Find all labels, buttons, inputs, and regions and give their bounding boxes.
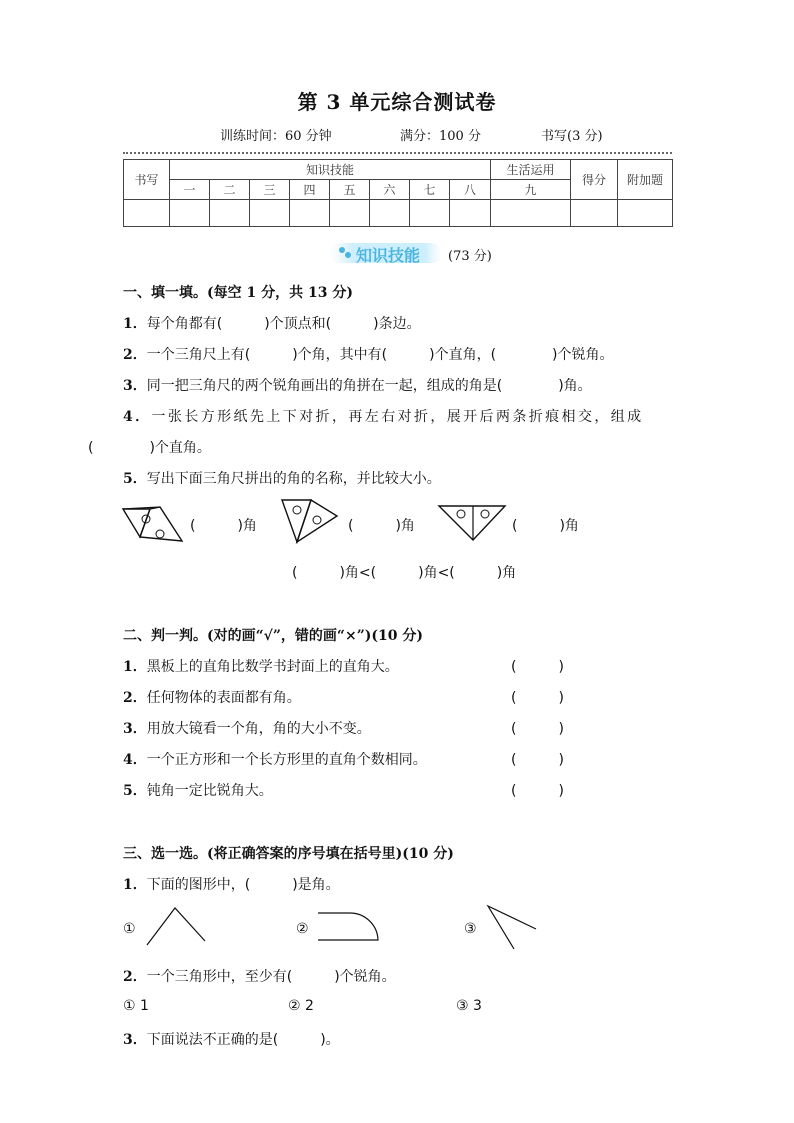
judge-blank[interactable]: ( ) [511, 659, 564, 675]
dot-icon [345, 252, 351, 258]
question-text: 任何物体的表面都有角。 [146, 690, 301, 706]
col-header: 八 [450, 180, 491, 200]
writing-header: 书写 [124, 160, 170, 200]
answer-blank[interactable]: ( )角 [512, 518, 579, 534]
col-header: 一 [170, 180, 210, 200]
question-text: 一个三角尺上有( )个角，其中有( )个直角，( )个锐角。 [146, 347, 614, 363]
question-text: 下面的图形中，( )是角。 [146, 877, 340, 893]
triangle-ruler-figure-c [437, 502, 507, 542]
judge-blank[interactable]: ( ) [511, 783, 564, 799]
question-text: 一个正方形和一个长方形里的直角个数相同。 [146, 752, 427, 768]
judge-blank[interactable]: ( ) [511, 690, 564, 706]
question-number: 3． [123, 1032, 147, 1048]
question-number: 1． [123, 877, 147, 893]
angle-figure-1 [145, 905, 209, 947]
question-text: 下面说法不正确的是( )。 [146, 1032, 340, 1048]
section3-heading: 三、选一选。(将正确答案的序号填在括号里)(10 分) [123, 846, 454, 862]
answer-blank[interactable]: ( )角 [348, 518, 415, 534]
col-header: 九 [491, 180, 571, 200]
semicircle-figure-2 [316, 910, 386, 944]
question-text: 一个三角形中，至少有( )个锐角。 [146, 969, 396, 985]
question-number: 5． [123, 471, 147, 487]
life-header: 生活运用 [491, 160, 571, 180]
question-text: 每个角都有( )个顶点和( )条边。 [146, 316, 421, 332]
choice-option[interactable]: ③ 3 [456, 998, 482, 1014]
page-title: 第 3 单元综合测试卷 [297, 90, 497, 114]
score-cell[interactable] [124, 200, 170, 227]
writing-score: 书写(3 分) [541, 129, 603, 144]
badge-points: (73 分) [448, 249, 492, 264]
question-text: 写出下面三角尺拼出的角的名称，并比较大小。 [146, 471, 441, 487]
question-text: 用放大镜看一个角，角的大小不变。 [146, 721, 371, 737]
question-number: 5． [123, 783, 147, 799]
answer-blank[interactable]: ( )角 [190, 518, 257, 534]
col-header: 六 [370, 180, 410, 200]
option-label[interactable]: ③ [464, 921, 477, 937]
question-number: 2． [123, 347, 147, 363]
choice-option[interactable]: ① 1 [123, 998, 149, 1014]
score-cell[interactable] [330, 200, 370, 227]
score-cell[interactable] [491, 200, 571, 227]
score-cell[interactable] [170, 200, 210, 227]
col-header: 五 [330, 180, 370, 200]
score-table [123, 159, 673, 227]
knowledge-header: 知识技能 [170, 160, 491, 180]
score-cell[interactable] [250, 200, 290, 227]
score-header: 得分 [571, 160, 618, 200]
question-number: 1． [123, 316, 147, 332]
question-number: 3． [123, 721, 147, 737]
triangle-ruler-figure-a [120, 497, 186, 549]
col-header: 七 [410, 180, 450, 200]
question-number: 4． [123, 409, 152, 425]
section1-heading: 一、填一填。(每空 1 分，共 13 分) [123, 285, 353, 301]
question-text: 一张长方形纸先上下对折，再左右对折，展开后两条折痕相交，组成 [151, 409, 644, 425]
comparison-blanks[interactable]: ( )角<( )角<( )角 [292, 565, 517, 581]
badge-label: 知识技能 [356, 246, 421, 265]
exam-time: 训练时间：60 分钟 [220, 129, 332, 144]
section2-heading: 二、判一判。(对的画“√”，错的画“×”)(10 分) [123, 628, 423, 644]
option-label[interactable]: ② [296, 921, 309, 937]
full-score: 满分：100 分 [400, 129, 481, 144]
score-cell[interactable] [210, 200, 250, 227]
question-text: 钝角一定比锐角大。 [146, 783, 273, 799]
score-cell[interactable] [571, 200, 618, 227]
question-number: 4． [123, 752, 147, 768]
dot-icon [339, 247, 345, 253]
score-cell[interactable] [370, 200, 410, 227]
bonus-header: 附加题 [618, 160, 673, 200]
judge-blank[interactable]: ( ) [511, 752, 564, 768]
score-cell[interactable] [410, 200, 450, 227]
question-number: 1． [123, 659, 147, 675]
question-text: 黑板上的直角比数学书封面上的直角大。 [146, 659, 399, 675]
judge-blank[interactable]: ( ) [511, 721, 564, 737]
triangle-ruler-figure-b [279, 496, 341, 548]
question-number: 2． [123, 969, 147, 985]
col-header: 三 [250, 180, 290, 200]
question-number: 2． [123, 690, 147, 706]
score-cell[interactable] [290, 200, 330, 227]
dotted-divider [123, 152, 672, 154]
question-number: 3． [123, 378, 147, 394]
question-text: ( )个直角。 [88, 440, 211, 456]
col-header: 四 [290, 180, 330, 200]
score-cell[interactable] [450, 200, 491, 227]
option-label[interactable]: ① [123, 921, 136, 937]
col-header: 二 [210, 180, 250, 200]
score-cell[interactable] [618, 200, 673, 227]
angle-figure-3 [486, 903, 540, 951]
question-text: 同一把三角尺的两个锐角画出的角拼在一起，组成的角是( )角。 [146, 378, 592, 394]
choice-option[interactable]: ② 2 [288, 998, 314, 1014]
